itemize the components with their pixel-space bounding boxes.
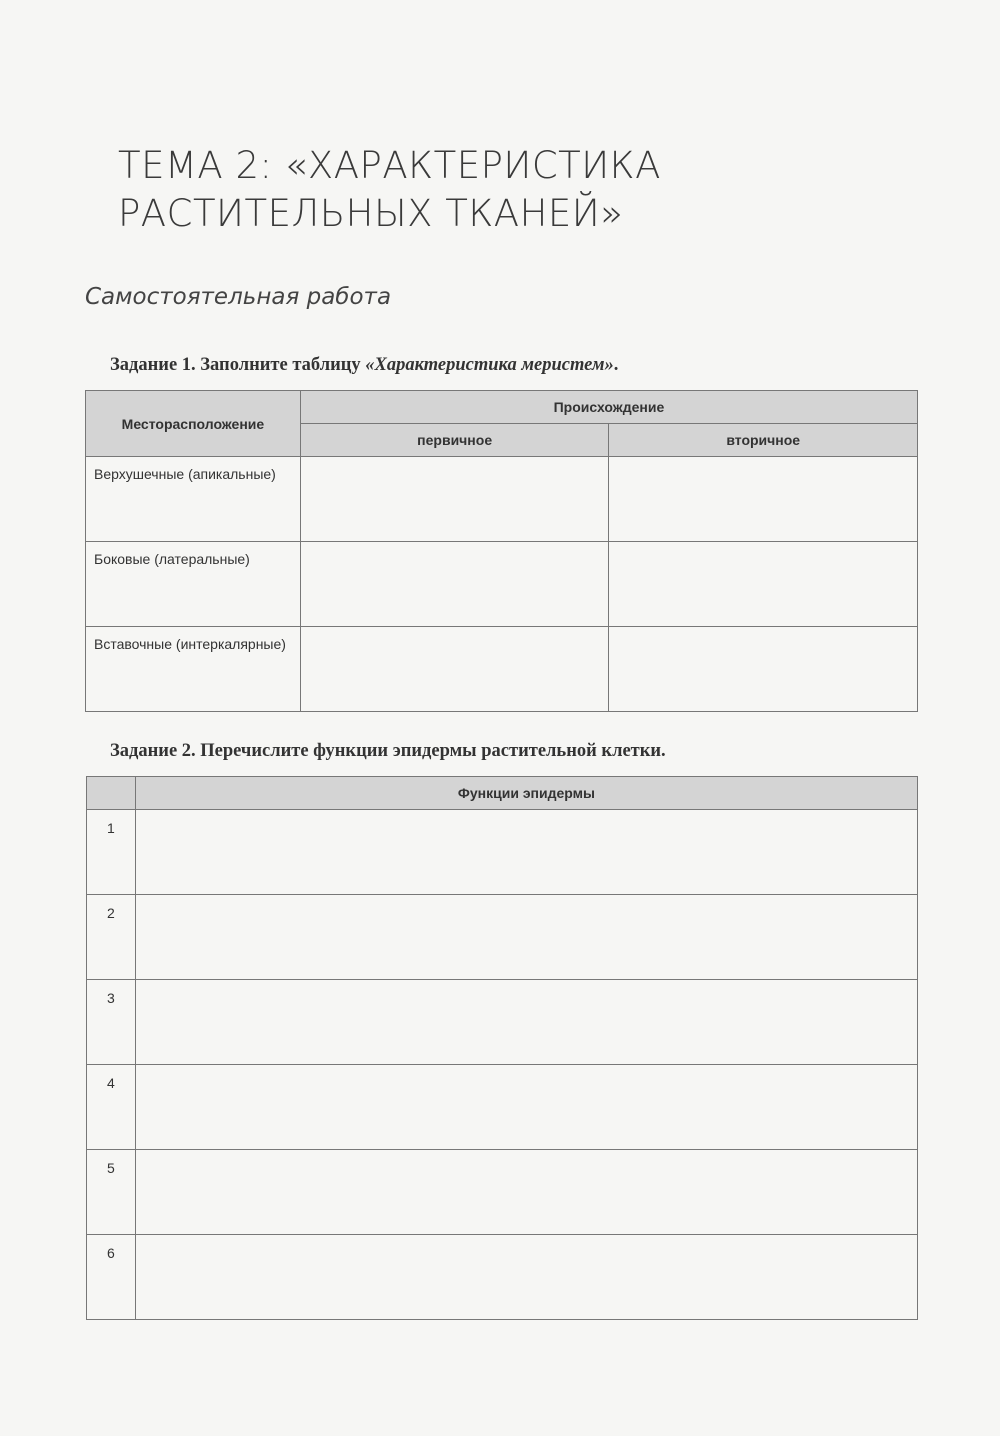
- row-label: Верхушечные (апикальные): [86, 457, 301, 542]
- header-location: Месторасположение: [86, 391, 301, 457]
- page-title: [118, 142, 878, 238]
- table-row: [87, 1235, 918, 1320]
- task-1-suffix: .: [613, 355, 619, 375]
- header-functions: Функции эпидермы: [135, 777, 917, 810]
- table-row: [87, 1150, 918, 1235]
- answer-cell-secondary[interactable]: [609, 457, 918, 542]
- row-number: 3: [87, 980, 136, 1065]
- task-1-heading: [110, 355, 618, 376]
- answer-cell-primary[interactable]: [300, 627, 609, 712]
- row-number: 4: [87, 1065, 136, 1150]
- row-label: Вставочные (интеркалярные): [86, 627, 301, 712]
- header-number: [87, 777, 136, 810]
- task-1-table-name: «Характеристика меристем»: [365, 355, 614, 375]
- answer-cell[interactable]: [135, 1065, 917, 1150]
- table-row: [87, 980, 918, 1065]
- row-number: 2: [87, 895, 136, 980]
- table-row: [87, 895, 918, 980]
- answer-cell-secondary[interactable]: [609, 627, 918, 712]
- table-row: [87, 1065, 918, 1150]
- row-number: 5: [87, 1150, 136, 1235]
- task-1-prefix: Задание 1. Заполните таблицу: [110, 355, 366, 375]
- answer-cell-secondary[interactable]: [609, 542, 918, 627]
- epidermis-functions-table: [86, 776, 918, 1320]
- task-2-heading: Задание 2. Перечислите функции эпидермы растительной клетки.: [110, 741, 666, 761]
- answer-cell[interactable]: [135, 1235, 917, 1320]
- header-origin: Происхождение: [300, 391, 917, 424]
- row-label: Боковые (латеральные): [86, 542, 301, 627]
- answer-cell[interactable]: [135, 980, 917, 1065]
- header-primary: первичное: [300, 424, 609, 457]
- table-row: [86, 457, 918, 542]
- answer-cell[interactable]: [135, 1150, 917, 1235]
- title-line-2: РАСТИТЕЛЬНЫХ ТКАНЕЙ»: [118, 192, 624, 235]
- table-row: [86, 627, 918, 712]
- header-secondary: вторичное: [609, 424, 918, 457]
- section-subtitle: Самостоятельная работа: [85, 284, 392, 310]
- table-row: [86, 542, 918, 627]
- table-row: [87, 810, 918, 895]
- answer-cell-primary[interactable]: [300, 542, 609, 627]
- row-number: 1: [87, 810, 136, 895]
- answer-cell[interactable]: [135, 895, 917, 980]
- answer-cell-primary[interactable]: [300, 457, 609, 542]
- title-line-1: ТЕМА 2: «ХАРАКТЕРИСТИКА: [118, 144, 661, 187]
- answer-cell[interactable]: [135, 810, 917, 895]
- meristem-table: [85, 390, 918, 712]
- row-number: 6: [87, 1235, 136, 1320]
